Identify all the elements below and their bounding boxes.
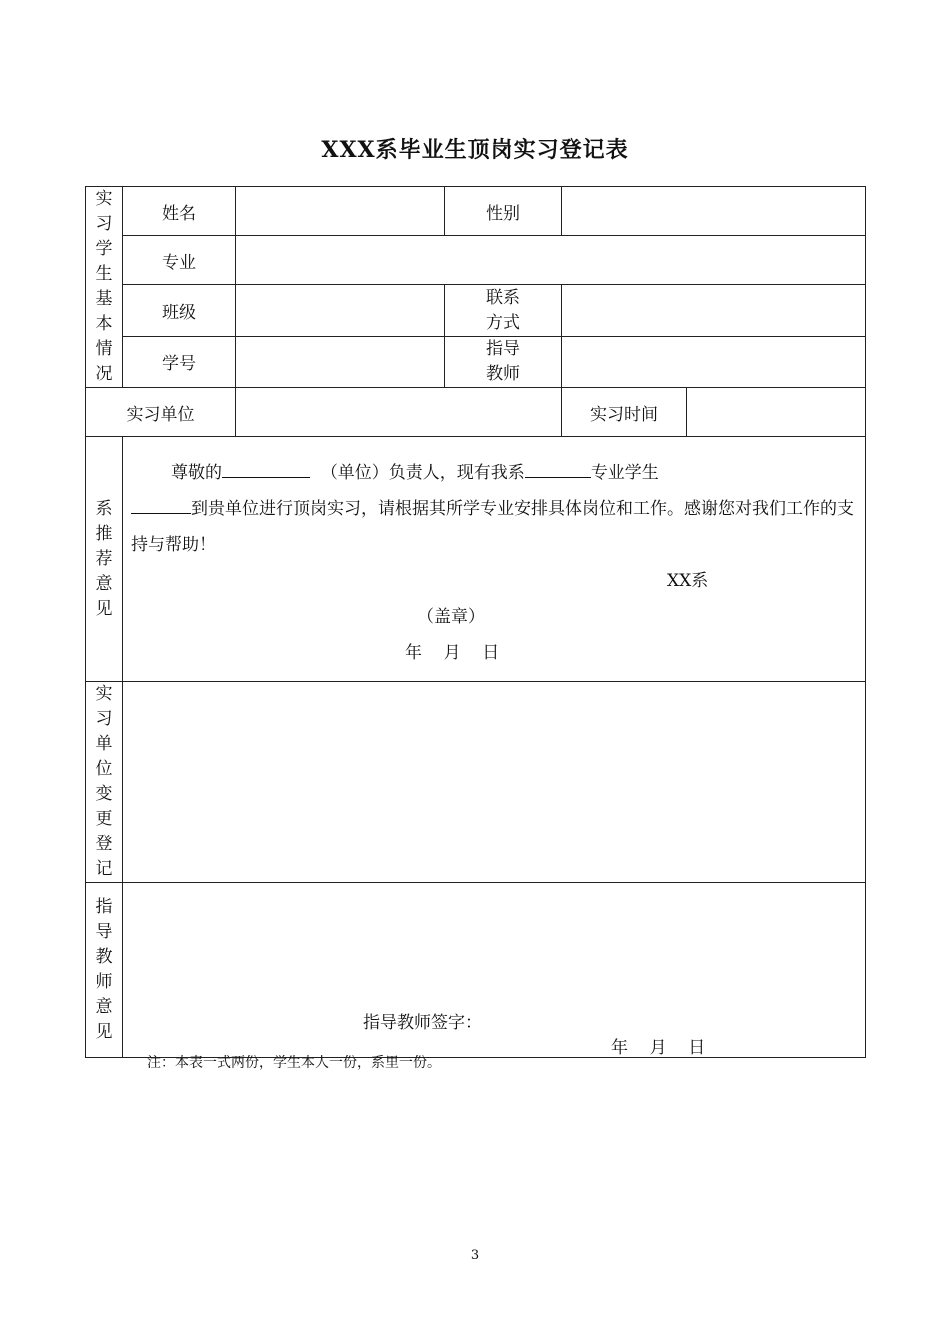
recommendation-letter: 尊敬的 （单位）负责人，现有我系 专业学生 到贵单位进行顶岗实习，请根据其所学专业安排具体岗位和工作。感谢您对我们工作的支持与帮助！ XX系 （盖章） 年 月 日 <box>123 437 866 682</box>
major-field[interactable] <box>236 236 866 285</box>
internship-period-field[interactable] <box>687 388 866 437</box>
stamp-label: （盖章） <box>417 607 485 627</box>
internship-unit-field[interactable] <box>236 388 562 437</box>
basic-info-section-label: 实习学生基本情况 <box>86 187 123 388</box>
unit-change-field[interactable] <box>123 682 866 883</box>
gender-label: 性别 <box>445 187 562 236</box>
page-number: 3 <box>470 1248 480 1263</box>
advisor-opinion-section-label: 指导教师意见 <box>86 883 123 1058</box>
advisor-field[interactable] <box>562 336 866 387</box>
class-label: 班级 <box>123 285 236 336</box>
advisor-label: 指导教师 <box>445 336 562 387</box>
class-field[interactable] <box>236 285 445 336</box>
unit-change-section-label: 实习单位变更登记 <box>86 682 123 883</box>
registration-form-table <box>85 186 866 1058</box>
student-id-field[interactable] <box>236 336 445 387</box>
major-label: 专业 <box>123 236 236 285</box>
gender-field[interactable] <box>562 187 866 236</box>
contact-field[interactable] <box>562 285 866 336</box>
name-field[interactable] <box>236 187 445 236</box>
advisor-opinion-date: 年 月 日 <box>611 1038 706 1058</box>
contact-label: 联系方式 <box>445 285 562 336</box>
internship-period-label: 实习时间 <box>562 388 687 437</box>
advisor-signature-label: 指导教师签字： <box>363 1013 482 1033</box>
unit-name-blank[interactable] <box>222 461 310 478</box>
student-name-blank[interactable] <box>131 497 191 514</box>
form-title: XXX系毕业生顶岗实习登记表 <box>321 137 629 163</box>
recommendation-date: 年 月 日 <box>405 643 500 663</box>
recommendation-section-label: 系推荐意见 <box>86 437 123 682</box>
footnote: 注：本表一式两份，学生本人一份，系里一份。 <box>147 1055 441 1071</box>
name-label: 姓名 <box>123 187 236 236</box>
department-name: XX系 <box>667 571 709 591</box>
internship-unit-label: 实习单位 <box>86 388 236 437</box>
major-blank[interactable] <box>525 461 591 478</box>
student-id-label: 学号 <box>123 336 236 387</box>
advisor-opinion-field[interactable] <box>123 883 866 1058</box>
